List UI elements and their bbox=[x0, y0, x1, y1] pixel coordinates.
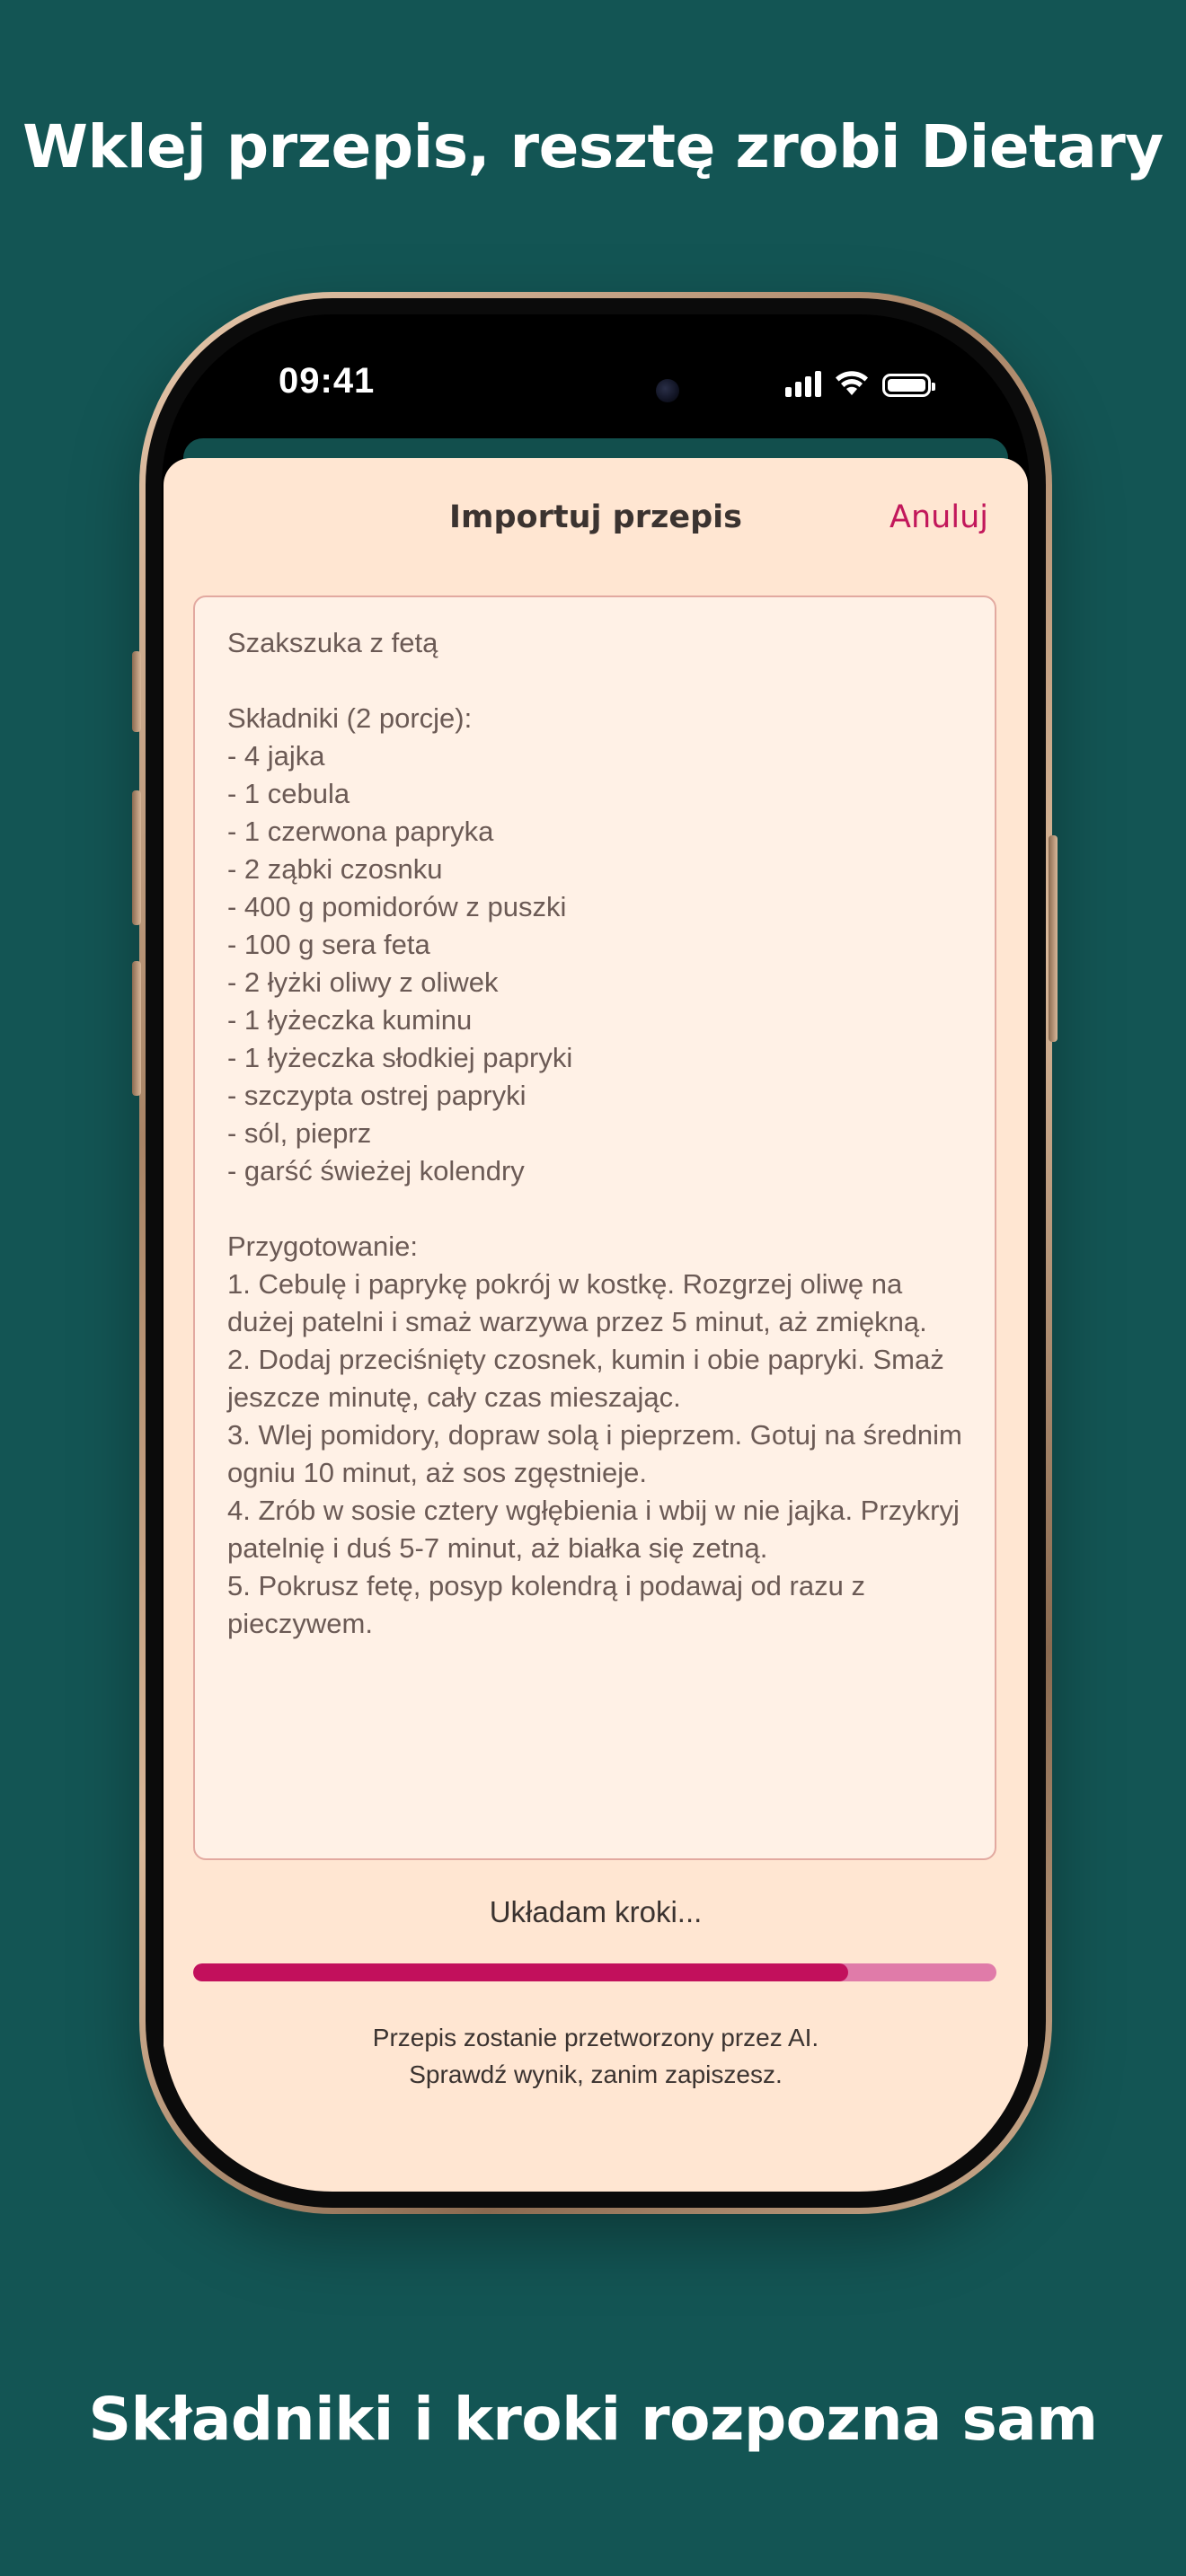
status-icons bbox=[785, 365, 931, 397]
front-camera-icon bbox=[656, 379, 679, 402]
battery-icon bbox=[882, 374, 931, 397]
headline-top: Wklej przepis, resztę zrobi Dietary bbox=[22, 112, 1164, 181]
action-button bbox=[132, 651, 141, 732]
headline-bottom: Składniki i kroki rozpozna sam bbox=[88, 2385, 1098, 2454]
recipe-text-area[interactable] bbox=[193, 595, 996, 1860]
wifi-icon bbox=[834, 370, 870, 397]
cancel-button[interactable]: Anuluj bbox=[890, 499, 988, 535]
dynamic-island bbox=[483, 357, 717, 422]
progress-bar bbox=[193, 1963, 996, 1981]
progress-label: Układam kroki... bbox=[489, 1895, 703, 1928]
disclaimer-line-2: Sprawdź wynik, zanim zapiszesz. bbox=[409, 2060, 783, 2088]
volume-down-button bbox=[132, 961, 141, 1096]
ai-disclaimer bbox=[164, 2019, 1028, 2093]
disclaimer-line-1: Przepis zostanie przetworzony przez AI. bbox=[372, 2024, 819, 2051]
status-time: 09:41 bbox=[279, 361, 376, 401]
power-button bbox=[1049, 835, 1058, 1042]
phone-screen bbox=[162, 314, 1030, 2192]
cellular-signal-icon bbox=[785, 370, 821, 397]
import-recipe-sheet bbox=[164, 458, 1028, 2192]
sheet-title: Importuj przepis bbox=[449, 499, 742, 535]
progress-fill bbox=[193, 1963, 848, 1981]
volume-up-button bbox=[132, 790, 141, 925]
status-bar bbox=[162, 314, 1030, 431]
recipe-text: Szakszuka z fetą Składniki (2 porcje): - 4 jajka - 1 cebula - 1 czerwona papryka - 2 ząbki czosnku - 400 g pomidorów z puszki - 100 g sera feta - 2 łyżki oliwy z oliwek - 1 łyżeczka kuminu - 1 łyżeczka słodkiej papryki - szczypta ostrej papryki - sól, pieprz - garść świeżej kolendry Przygotowanie: 1. Cebulę i paprykę pokrój w kostkę. Rozgrzej oliwę na dużej patelni i smaż warzywa przez 5 minut, aż zmiękną. 2. Dodaj przeciśnięty czosnek, kumin i obie papryki. Smaż jeszcze minutę, cały czas mieszając. 3. Wlej pomidory, dopraw solą i pieprzem. Gotuj na średnim ogniu 10 minut, aż sos zgęstnieje. 4. Zrób w sosie cztery wgłębienia i wbij w nie jajka. Przykryj patelnię i duś 5-7 minut, aż białka się zetną. 5. Pokrusz fetę, posyp kolendrą i podawaj od razu z pieczywem. bbox=[227, 627, 962, 1639]
